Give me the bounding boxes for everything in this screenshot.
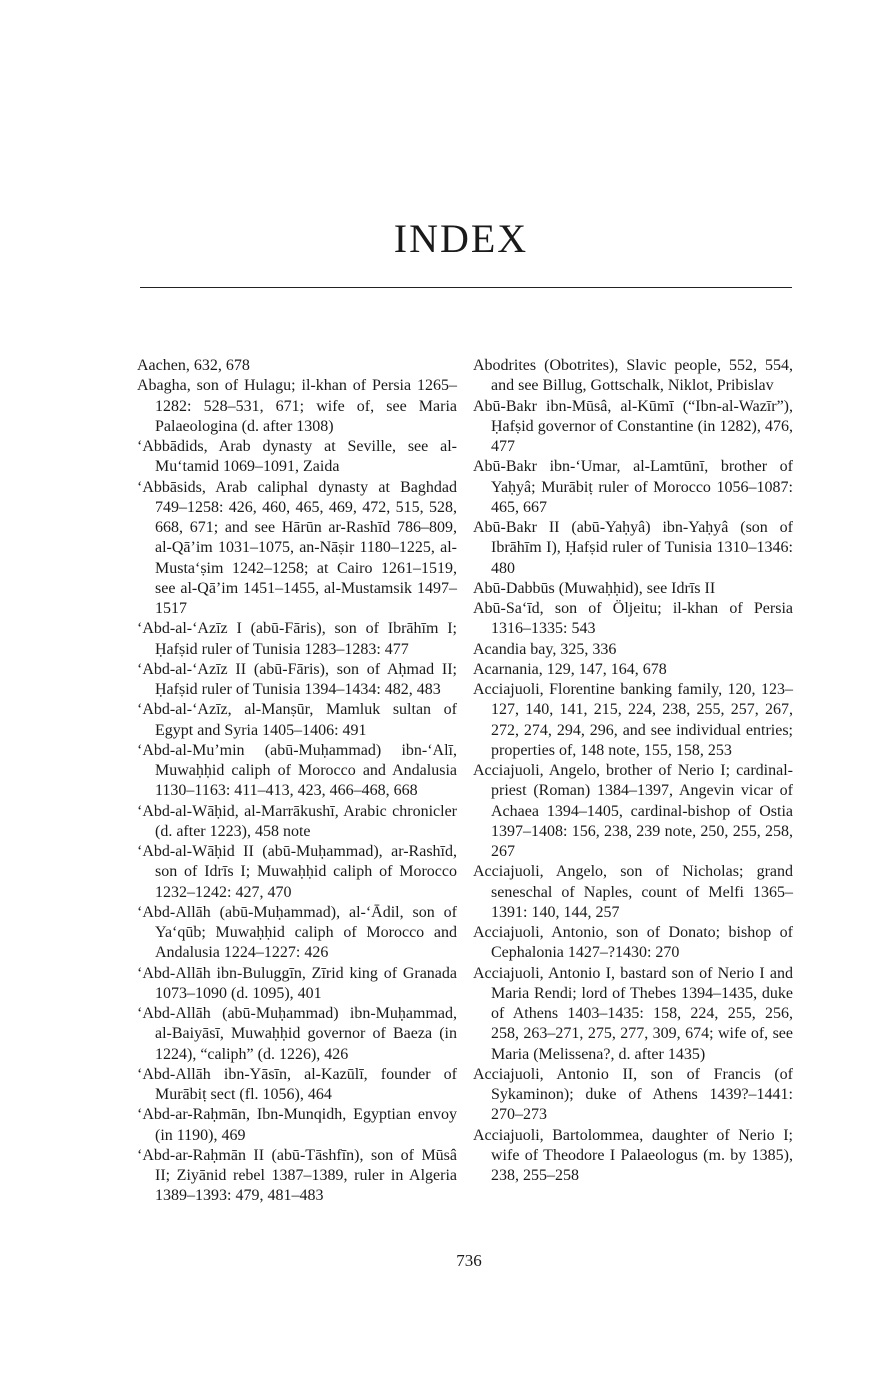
index-entry: Acciajuoli, Antonio I, bastard son of Nerio I and Maria Rendi; lord of Thebes 1394–1435, duke of Athens 1403–1435: 158, 224, 255, 256, 258, 263–271, 275, 277, 309, 674; wife of, see Maria (Melissena?, d. after 1435) bbox=[473, 964, 793, 1063]
index-entry: ‘Abd-al-‘Azīz, al-Manṣūr, Mamluk sultan of Egypt and Syria 1405–1406: 491 bbox=[137, 701, 457, 739]
index-entry: ‘Abd-Allāh (abū-Muḥammad), al-‘Ādil, son of Ya‘qūb; Muwaḥḥid caliph of Morocco and Andalusia 1224–1227: 426 bbox=[137, 903, 457, 962]
title-rule bbox=[140, 287, 792, 288]
index-entry: Abū-Dabbūs (Muwaḥḥid), see Idrīs II bbox=[473, 579, 716, 597]
index-entry: Acciajuoli, Antonio, son of Donato; bishop of Cephalonia 1427–?1430: 270 bbox=[473, 924, 793, 962]
index-entry: ‘Abd-al-Wāḥid II (abū-Muḥammad), ar-Rashīd, son of Idrīs I; Muwaḥḥid caliph of Morocco 1232–1242: 427, 470 bbox=[137, 843, 457, 901]
index-entry: Acciajuoli, Angelo, son of Nicholas; grand seneschal of Naples, count of Melfi 1365–1391: 140, 144, 257 bbox=[473, 863, 793, 921]
index-entry: Aachen, 632, 678 bbox=[137, 357, 250, 374]
index-column-left bbox=[137, 356, 457, 1207]
index-entry: Abū-Sa‘īd, son of Öljeitu; il-khan of Persia 1316–1335: 543 bbox=[473, 600, 793, 638]
index-entry: Abagha, son of Hulagu; il-khan of Persia 1265–1282: 528–531, 671; wife of, see Maria Palaeologina (d. after 1308) bbox=[137, 377, 457, 435]
index-entry: ‘Abd-al-‘Azīz II (abū-Fāris), son of Aḥmad II; Ḥafṣid ruler of Tunisia 1394–1434: 482, 483 bbox=[137, 660, 457, 698]
index-entry: Abodrites (Obotrites), Slavic people, 552, 554, and see Billug, Gottschalk, Niklot, Pribislav bbox=[473, 357, 793, 395]
page-number: 736 bbox=[456, 1251, 482, 1270]
page-title: INDEX bbox=[393, 215, 529, 261]
index-entry: ‘Abbāsids, Arab caliphal dynasty at Baghdad 749–1258: 426, 460, 465, 469, 472, 515, 528, 668, 671; and see Hārūn ar-Rashīd 786–809, al-Qā’im 1031–1075, an-Nāṣir 1180–1225, al-Musta‘ṣim 1242–1258; at Cairo 1261–1519, see al-Qā’im 1451–1455, al-Mustamsik 1497–1517 bbox=[137, 478, 457, 617]
index-entry: Acciajuoli, Bartolommea, daughter of Nerio I; wife of Theodore I Palaeologus (m. by 1385), 238, 255–258 bbox=[473, 1126, 793, 1184]
index-entry: ‘Abd-ar-Raḥmān II (abū-Tāshfīn), son of Mūsâ II; Ziyānid rebel 1387–1389, ruler in Algeria 1389–1393: 479, 481–483 bbox=[137, 1146, 457, 1205]
index-entry: ‘Abd-al-Wāḥid, al-Marrākushī, Arabic chronicler (d. after 1223), 458 note bbox=[137, 802, 457, 840]
index-entry: Acciajuoli, Florentine banking family, 120, 123–127, 140, 141, 215, 224, 238, 255, 257, 267, 272, 274, 294, 296, and see individual entries; properties of, 148 note, 155, 158, 253 bbox=[473, 681, 793, 759]
index-entry: Acandia bay, 325, 336 bbox=[473, 640, 617, 658]
index-entry: Acciajuoli, Antonio II, son of Francis (of Sykaminon); duke of Athens 1439?–1441: 270–273 bbox=[473, 1065, 793, 1124]
index-entry: ‘Abd-Allāh (abū-Muḥammad) ibn-Muḥammad, al-Baiyāsī, Muwaḥḥid governor of Baeza (in 1224), “caliph” (d. 1226), 426 bbox=[137, 1005, 457, 1063]
index-entry: Abū-Bakr ibn-‘Umar, al-Lamtūnī, brother of Yaḥyâ; Murābiṭ ruler of Morocco 1056–1087: 465, 667 bbox=[473, 458, 793, 516]
index-entry: ‘Abd-Allāh ibn-Buluggīn, Zīrid king of Granada 1073–1090 (d. 1095), 401 bbox=[137, 964, 457, 1002]
index-entry: Acciajuoli, Angelo, brother of Nerio I; cardinal-priest (Roman) 1384–1397, Angevin vicar of Achaea 1394–1405, cardinal-bishop of Ostia 1397–1408: 156, 238, 239 note, 250, 255, 258, 267 bbox=[473, 762, 793, 860]
index-entry: ‘Abbādids, Arab dynasty at Seville, see al-Mu‘tamid 1069–1091, Zaida bbox=[137, 438, 457, 476]
index-entry: ‘Abd-al-Mu’min (abū-Muḥammad) ibn-‘Alī, Muwaḥḥid caliph of Morocco and Andalusia 1130–1163: 411–413, 423, 466–468, 668 bbox=[137, 741, 457, 800]
index-entry: Abū-Bakr II (abū-Yaḥyâ) ibn-Yaḥyâ (son of Ibrāhīm I), Ḥafṣid ruler of Tunisia 1310–1346: 480 bbox=[473, 519, 793, 577]
index-entry: ‘Abd-ar-Raḥmān, Ibn-Munqidh, Egyptian envoy (in 1190), 469 bbox=[137, 1106, 457, 1144]
index-entry: Acarnania, 129, 147, 164, 678 bbox=[473, 660, 667, 678]
index-entry: ‘Abd-al-‘Azīz I (abū-Fāris), son of Ibrāhīm I; Ḥafṣid ruler of Tunisia 1283–1283: 477 bbox=[137, 620, 457, 658]
index-entry: Abū-Bakr ibn-Mūsâ, al-Kūmī (“Ibn-al-Wazīr”), Ḥafṣid governor of Constantine (in 1282), 476, 477 bbox=[473, 397, 793, 455]
index-column-right bbox=[473, 356, 793, 1186]
index-entry: ‘Abd-Allāh ibn-Yāsīn, al-Kazūlī, founder of Murābiṭ sect (fl. 1056), 464 bbox=[137, 1065, 457, 1103]
